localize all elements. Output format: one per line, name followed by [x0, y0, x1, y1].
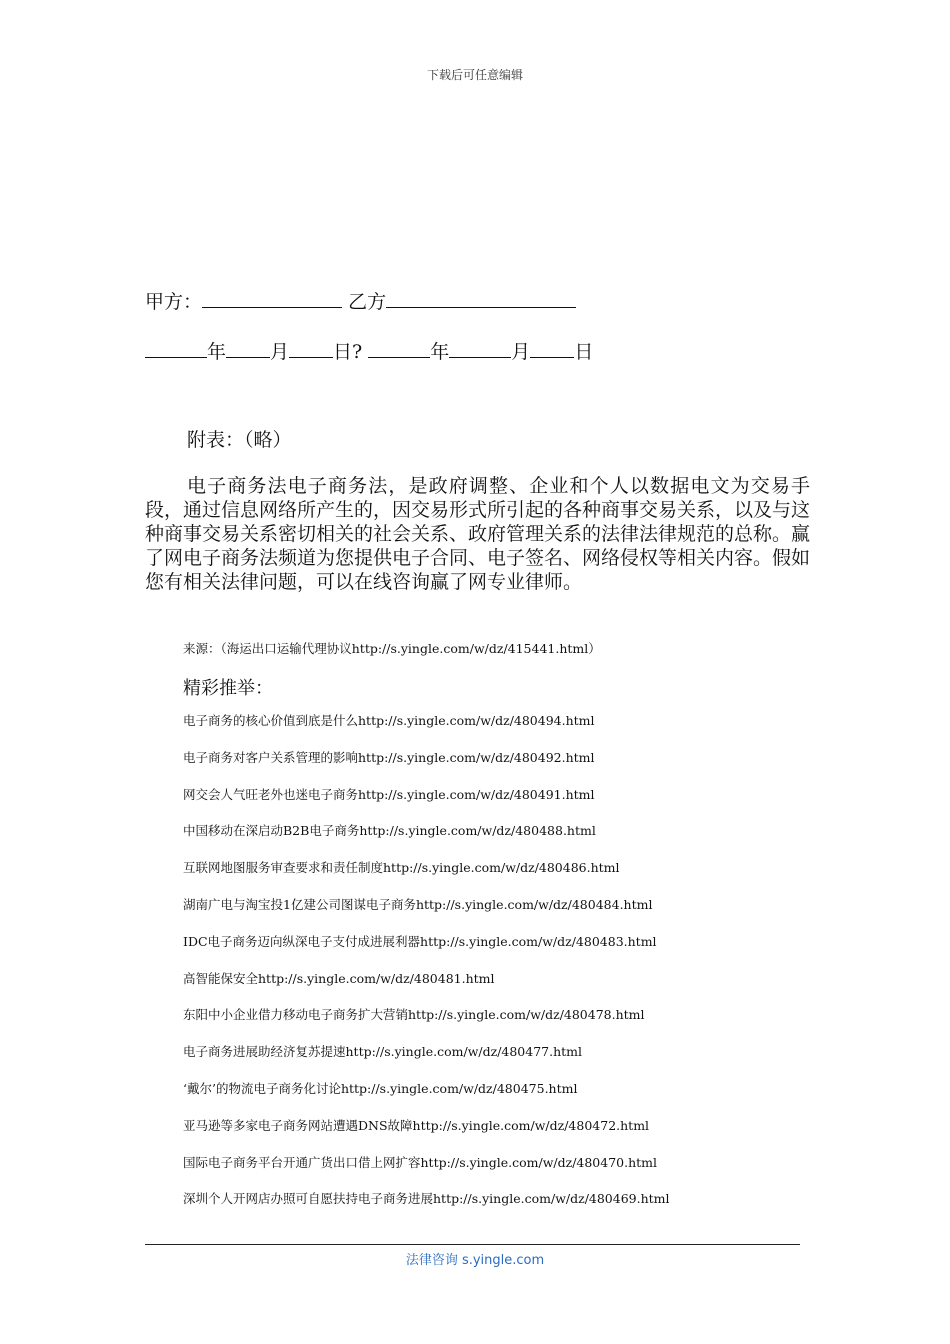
day-label-a: 日 — [333, 341, 353, 363]
signature-date-line — [145, 337, 593, 364]
month-label-a: 月 — [270, 341, 290, 363]
footer-link[interactable]: 法律咨询 s.yingle.com — [405, 1253, 545, 1268]
party-a-blank — [202, 289, 342, 308]
year-blank-b — [368, 339, 430, 358]
recommendation-item[interactable]: 东阳中小企业借力移动电子商务扩大营销http://s.yingle.com/w/dz/480478.html — [183, 1007, 645, 1023]
body-paragraph: 电子商务法电子商务法，是政府调整、企业和个人以数据电文为交易手段，通过信息网络所产生的，因交易形式所引起的各种商事交易关系，以及与这种商事交易关系密切相关的社会关系、政府管理关系的法律法律规范的总称。赢了网电子商务法频道为您提供电子合同、电子签名、网络侵权等相关内容。假如您有相关法律问题，可以在线咨询赢了网专业律师。 — [145, 475, 811, 593]
month-label-b: 月 — [511, 341, 531, 363]
footer-divider — [145, 1244, 800, 1245]
recommendation-item[interactable]: 亚马逊等多家电子商务网站遭遇DNS故障http://s.yingle.com/w/dz/480472.html — [183, 1117, 650, 1133]
signature-parties-line — [145, 287, 576, 314]
year-label-a: 年 — [207, 341, 227, 363]
recommendation-item[interactable]: IDC电子商务迈向纵深电子支付成进展利器http://s.yingle.com/w/dz/480483.html — [183, 933, 657, 949]
recommendation-item[interactable]: 电子商务的核心价值到底是什么http://s.yingle.com/w/dz/480494.html — [183, 713, 595, 728]
recommendation-item[interactable]: 电子商务对客户关系管理的影响http://s.yingle.com/w/dz/480492.html — [183, 749, 595, 765]
recommendation-item[interactable]: ‘戴尔’的物流电子商务化讨论http://s.yingle.com/w/dz/480475.html — [183, 1080, 578, 1096]
recommendation-item[interactable]: 高智能保安全http://s.yingle.com/w/dz/480481.html — [183, 970, 495, 986]
day-blank-a — [289, 339, 333, 358]
recommendation-item[interactable]: 国际电子商务平台开通广货出口借上网扩容http://s.yingle.com/w/dz/480470.html — [183, 1154, 658, 1170]
party-b-blank — [386, 289, 576, 308]
source-link[interactable]: 来源：（海运出口运输代理协议http://s.yingle.com/w/dz/415441.html） — [183, 641, 601, 656]
date-separator: ? — [352, 341, 363, 363]
party-a-label: 甲方： — [145, 291, 203, 313]
year-blank-a — [145, 339, 207, 358]
recommendation-item[interactable]: 电子商务进展助经济复苏提速http://s.yingle.com/w/dz/480477.html — [183, 1044, 583, 1060]
month-blank-a — [226, 339, 270, 358]
year-label-b: 年 — [430, 341, 450, 363]
day-blank-b — [530, 339, 574, 358]
recommendation-item[interactable]: 深圳个人开网店办照可自愿扶持电子商务进展http://s.yingle.com/w/dz/480469.html — [183, 1191, 670, 1207]
appendix-note: 附表：（略） — [187, 429, 292, 451]
recommendation-item[interactable]: 网交会人气旺老外也迷电子商务http://s.yingle.com/w/dz/480491.html — [183, 786, 595, 802]
header-note: 下载后可任意编辑 — [426, 68, 523, 82]
recommendations-title: 精彩推举： — [183, 678, 273, 699]
recommendations-list — [183, 711, 670, 1226]
recommendation-item[interactable]: 湖南广电与淘宝投1亿建公司图谋电子商务http://s.yingle.com/w/dz/480484.html — [183, 896, 653, 912]
recommendation-item[interactable]: 互联网地图服务审查要求和责任制度http://s.yingle.com/w/dz/480486.html — [183, 860, 620, 876]
month-blank-b — [449, 339, 511, 358]
recommendation-item[interactable]: 中国移动在深启动B2B电子商务http://s.yingle.com/w/dz/480488.html — [183, 823, 596, 839]
party-b-label: 乙方 — [348, 291, 387, 313]
day-label-b: 日 — [574, 341, 594, 363]
